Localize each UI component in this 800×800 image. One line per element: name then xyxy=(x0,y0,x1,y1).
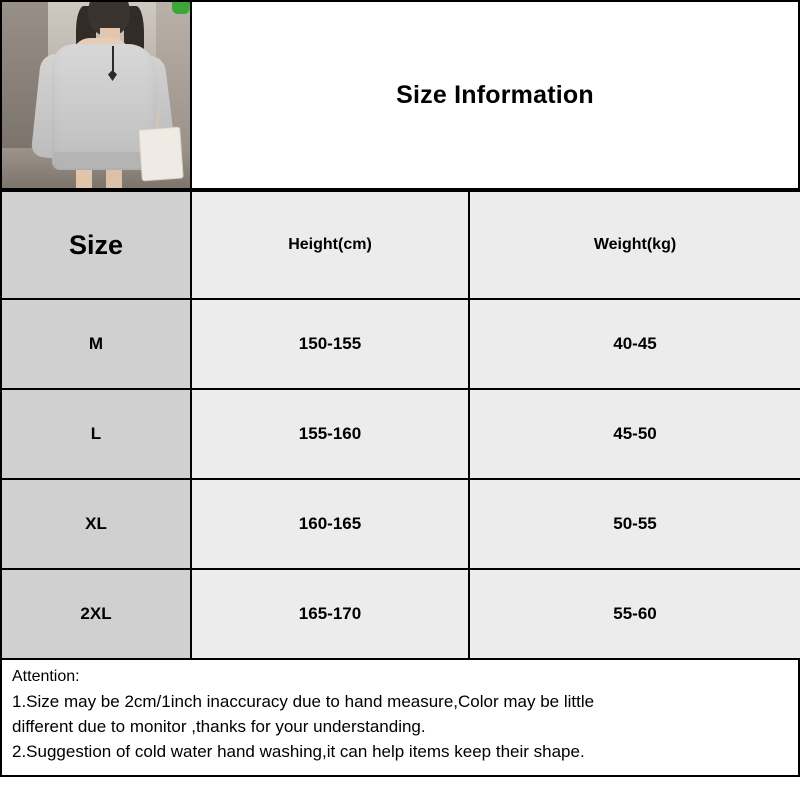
cell-size: 2XL xyxy=(1,569,191,659)
title-cell xyxy=(192,2,798,188)
cell-height: 165-170 xyxy=(191,569,469,659)
cell-weight: 40-45 xyxy=(469,299,800,389)
header-band xyxy=(0,0,800,190)
cell-size: XL xyxy=(1,479,191,569)
handbag xyxy=(138,127,184,182)
cell-size: L xyxy=(1,389,191,479)
green-marker-icon xyxy=(172,2,190,14)
page-title: Size Information xyxy=(396,80,594,109)
table-row xyxy=(1,479,800,569)
cell-weight: 45-50 xyxy=(469,389,800,479)
header-weight: Weight(kg) xyxy=(469,191,800,299)
cell-size: M xyxy=(1,299,191,389)
cell-weight: 55-60 xyxy=(469,569,800,659)
table-row xyxy=(1,389,800,479)
cell-height: 160-165 xyxy=(191,479,469,569)
header-size: Size xyxy=(1,191,191,299)
attention-line-2: different due to monitor ,thanks for your understanding. xyxy=(12,716,426,736)
necklace-chain-icon xyxy=(112,46,114,72)
table-header-row xyxy=(1,191,800,299)
attention-line-3: 2.Suggestion of cold water hand washing,it can help items keep their shape. xyxy=(12,741,585,761)
header-height: Height(cm) xyxy=(191,191,469,299)
cell-height: 155-160 xyxy=(191,389,469,479)
attention-block xyxy=(0,660,800,777)
attention-heading: Attention: xyxy=(12,668,80,685)
table-row xyxy=(1,569,800,659)
attention-line-1: 1.Size may be 2cm/1inch inaccuracy due to hand measure,Color may be little xyxy=(12,691,595,711)
product-photo xyxy=(2,2,192,188)
size-table xyxy=(0,190,800,660)
cell-weight: 50-55 xyxy=(469,479,800,569)
cell-height: 150-155 xyxy=(191,299,469,389)
table-row xyxy=(1,299,800,389)
